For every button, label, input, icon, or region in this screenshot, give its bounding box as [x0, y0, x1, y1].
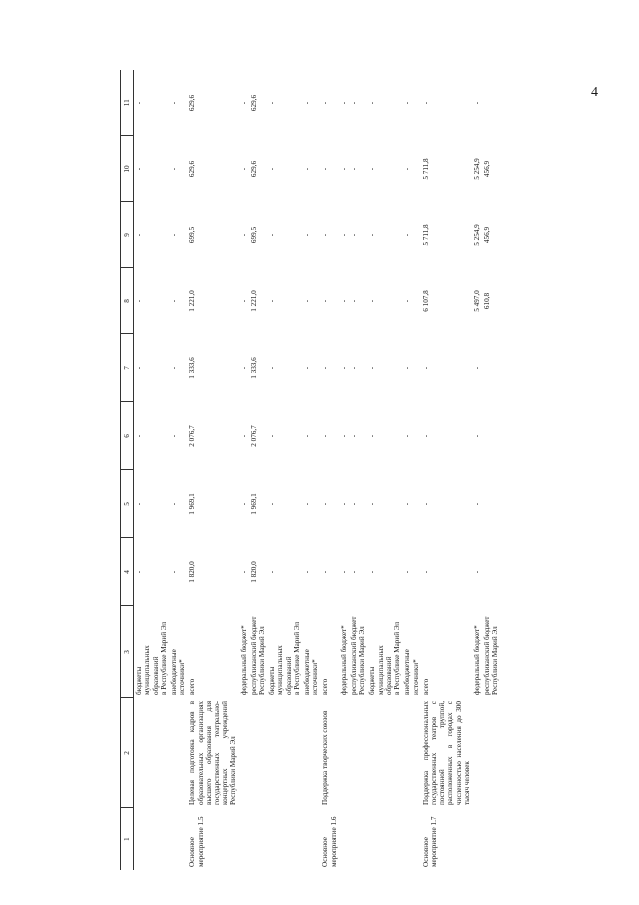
value-cell: - [321, 502, 330, 506]
measure-name-cell [249, 698, 267, 808]
value-cell: - [339, 570, 348, 574]
table-row [482, 70, 500, 870]
measure-label-cell [302, 808, 320, 870]
value-cell: - [368, 233, 377, 237]
measure-name-cell: Целевая подготовка кадров в образовательных организациях высшего образования для государственных театрально-концертных учреждений Республики Марий Эл [188, 701, 238, 805]
value-cell: 629,6 [249, 94, 258, 112]
table-row [349, 70, 367, 870]
funding-source-cell: бюджеты муниципальных образований в Республике Марий Эл [268, 621, 301, 695]
value-cell: - [403, 570, 412, 574]
column-number-row [121, 70, 134, 870]
value-cell: 1 969,1 [249, 493, 258, 515]
funding-source-cell: внебюджетные источники* [170, 649, 187, 695]
table-row [267, 70, 302, 870]
value-cell: - [339, 101, 348, 105]
measure-label-cell [402, 808, 420, 870]
value-cell [482, 470, 500, 538]
value-cell: - [339, 434, 348, 438]
value-cell: - [350, 434, 359, 438]
value-cell: - [350, 502, 359, 506]
value-cell: - [350, 366, 359, 370]
value-cell: - [135, 299, 144, 303]
value-cell: - [350, 570, 359, 574]
value-cell: - [268, 233, 277, 237]
value-cell: - [303, 101, 312, 105]
measure-label-cell [472, 808, 482, 870]
value-cell: - [303, 502, 312, 506]
funding-source-cell: внебюджетные источники* [403, 649, 420, 695]
table-row [249, 70, 267, 870]
value-cell: - [350, 299, 359, 303]
value-cell: - [268, 299, 277, 303]
value-cell: 1 820,0 [188, 561, 197, 583]
measure-name-cell: Поддержка профессиональных государственных театров с постоянной труппой, расположенных в городах с численностью населения до 300 тысяч человек [421, 701, 471, 805]
funding-source-cell: бюджеты муниципальных образований в Республике Марий Эл [135, 621, 168, 695]
value-cell: - [403, 167, 412, 171]
funding-source-cell: республиканский бюджет Республики Марий Эл [249, 616, 267, 695]
value-cell: - [303, 233, 312, 237]
value-cell: - [350, 233, 359, 237]
value-cell: 1 969,1 [188, 493, 197, 515]
value-cell: - [239, 570, 248, 574]
measure-label-cell: Основное мероприятие 1.6 [321, 816, 338, 867]
value-cell: - [135, 502, 144, 506]
table-row [367, 70, 402, 870]
funding-source-cell: федеральный бюджет* [472, 625, 481, 695]
value-cell: - [135, 434, 144, 438]
value-cell: - [321, 299, 330, 303]
table-row [134, 70, 169, 870]
measure-label-cell [249, 808, 267, 870]
value-cell: 610,8 [483, 292, 492, 310]
value-cell: - [268, 502, 277, 506]
value-cell: - [368, 299, 377, 303]
value-cell: - [403, 233, 412, 237]
value-cell: 6 107,8 [421, 290, 430, 312]
value-cell: - [303, 366, 312, 370]
value-cell: 699,5 [249, 226, 258, 244]
value-cell: - [268, 570, 277, 574]
value-cell: - [321, 366, 330, 370]
budget-table [120, 70, 501, 870]
value-cell: - [403, 366, 412, 370]
measure-name-cell [134, 698, 169, 808]
value-cell: - [421, 502, 430, 506]
value-cell [482, 538, 500, 606]
value-cell: - [239, 434, 248, 438]
table-row [402, 70, 420, 870]
value-cell: - [239, 167, 248, 171]
column-number-10: 10 [121, 136, 134, 202]
value-cell: - [239, 502, 248, 506]
value-cell: - [421, 366, 430, 370]
measure-label-cell [339, 808, 349, 870]
value-cell: 1 333,6 [249, 357, 258, 379]
value-cell: - [421, 101, 430, 105]
value-cell: - [170, 502, 179, 506]
measure-label-cell [349, 808, 367, 870]
value-cell: 1 820,0 [249, 561, 258, 583]
value-cell: - [303, 434, 312, 438]
value-cell: - [239, 233, 248, 237]
funding-source-cell: всего [421, 678, 430, 695]
value-cell: 629,6 [249, 160, 258, 178]
value-cell: - [135, 101, 144, 105]
table-body [134, 70, 501, 870]
measure-name-cell [239, 698, 249, 808]
value-cell [482, 402, 500, 470]
value-cell: - [303, 570, 312, 574]
value-cell: - [268, 366, 277, 370]
measure-name-cell [349, 698, 367, 808]
funding-source-cell: федеральный бюджет* [239, 625, 248, 695]
value-cell: - [321, 233, 330, 237]
value-cell: - [339, 299, 348, 303]
value-cell: 1 221,0 [249, 290, 258, 312]
table-row [472, 70, 482, 870]
column-number-8: 8 [121, 268, 134, 334]
value-cell: 5 497,0 [472, 290, 481, 312]
table-row [320, 70, 338, 870]
table-row [187, 70, 238, 870]
measure-label-cell [267, 808, 302, 870]
column-number-6: 6 [121, 402, 134, 470]
measure-name-cell: Поддержка творческих союзов [321, 710, 330, 805]
value-cell: - [472, 366, 481, 370]
value-cell: - [421, 570, 430, 574]
value-cell: - [403, 434, 412, 438]
funding-source-cell: всего [188, 678, 197, 695]
funding-source-cell: республиканский бюджет Республики Марий Эл [483, 616, 500, 695]
funding-source-cell: республиканский бюджет Республики Марий Эл [350, 616, 367, 695]
measure-label-cell: Основное мероприятие 1.7 [421, 816, 438, 867]
value-cell: - [472, 101, 481, 105]
column-number-1: 1 [121, 808, 134, 870]
value-cell: - [135, 233, 144, 237]
value-cell: - [472, 570, 481, 574]
value-cell: - [268, 167, 277, 171]
measure-label-cell [482, 808, 500, 870]
column-number-3: 3 [121, 606, 134, 698]
value-cell: - [368, 366, 377, 370]
value-cell: - [303, 167, 312, 171]
funding-source-cell: всего [321, 678, 330, 695]
value-cell: - [268, 101, 277, 105]
table-row [239, 70, 249, 870]
value-cell: 629,6 [188, 94, 197, 112]
value-cell: - [303, 299, 312, 303]
measure-name-cell [472, 698, 482, 808]
value-cell: - [368, 502, 377, 506]
measure-name-cell [339, 698, 349, 808]
value-cell: - [321, 570, 330, 574]
value-cell: 5 711,8 [421, 224, 430, 246]
value-cell: - [421, 434, 430, 438]
measure-name-cell [402, 698, 420, 808]
measure-name-cell [169, 698, 187, 808]
page-number: 4 [591, 85, 598, 100]
value-cell: 2 076,7 [188, 425, 197, 447]
table-row [302, 70, 320, 870]
value-cell: 1 333,6 [188, 357, 197, 379]
value-cell: - [403, 101, 412, 105]
column-number-5: 5 [121, 470, 134, 538]
measure-name-cell [302, 698, 320, 808]
value-cell: - [321, 434, 330, 438]
measure-label-cell [367, 808, 402, 870]
value-cell: - [368, 101, 377, 105]
value-cell [482, 334, 500, 402]
value-cell: - [321, 101, 330, 105]
value-cell: - [472, 434, 481, 438]
value-cell: - [339, 233, 348, 237]
rotated-table-wrapper [120, 70, 545, 870]
value-cell: - [350, 101, 359, 105]
value-cell: - [368, 570, 377, 574]
measure-label-cell [239, 808, 249, 870]
table-row [421, 70, 472, 870]
value-cell: 456,9 [483, 160, 492, 178]
value-cell: - [350, 167, 359, 171]
value-cell: - [170, 167, 179, 171]
table-row [339, 70, 349, 870]
value-cell: - [135, 366, 144, 370]
value-cell: - [170, 366, 179, 370]
value-cell: - [239, 299, 248, 303]
measure-name-cell [367, 698, 402, 808]
table-row [169, 70, 187, 870]
value-cell: - [170, 233, 179, 237]
value-cell: - [170, 434, 179, 438]
value-cell: 5 254,9 [472, 224, 481, 246]
value-cell: - [170, 570, 179, 574]
value-cell: - [170, 299, 179, 303]
value-cell: - [268, 434, 277, 438]
value-cell: - [135, 570, 144, 574]
value-cell: 456,9 [483, 226, 492, 244]
funding-source-cell: внебюджетные источники* [303, 649, 320, 695]
value-cell: 2 076,7 [249, 425, 258, 447]
value-cell: - [239, 101, 248, 105]
value-cell: - [339, 502, 348, 506]
value-cell: - [321, 167, 330, 171]
funding-source-cell: федеральный бюджет* [339, 625, 348, 695]
value-cell: - [368, 167, 377, 171]
column-number-4: 4 [121, 538, 134, 606]
funding-source-cell: бюджеты муниципальных образований в Республике Марий Эл [368, 621, 402, 695]
measure-label-cell: Основное мероприятие 1.5 [188, 816, 205, 867]
measure-label-cell [169, 808, 187, 870]
value-cell: 699,5 [188, 226, 197, 244]
value-cell: - [339, 167, 348, 171]
value-cell: - [135, 167, 144, 171]
value-cell: 5 711,8 [421, 158, 430, 180]
value-cell: - [403, 299, 412, 303]
value-cell: - [170, 101, 179, 105]
measure-label-cell [134, 808, 169, 870]
value-cell: 1 221,0 [188, 290, 197, 312]
value-cell: - [339, 366, 348, 370]
measure-name-cell [482, 698, 500, 808]
value-cell: - [239, 366, 248, 370]
column-number-2: 2 [121, 698, 134, 808]
value-cell: 629,6 [188, 160, 197, 178]
column-number-9: 9 [121, 202, 134, 268]
column-number-7: 7 [121, 334, 134, 402]
column-number-11: 11 [121, 70, 134, 136]
measure-name-cell [267, 698, 302, 808]
value-cell: - [368, 434, 377, 438]
value-cell: 5 254,9 [472, 158, 481, 180]
value-cell: - [472, 502, 481, 506]
value-cell: - [403, 502, 412, 506]
value-cell [482, 70, 500, 136]
